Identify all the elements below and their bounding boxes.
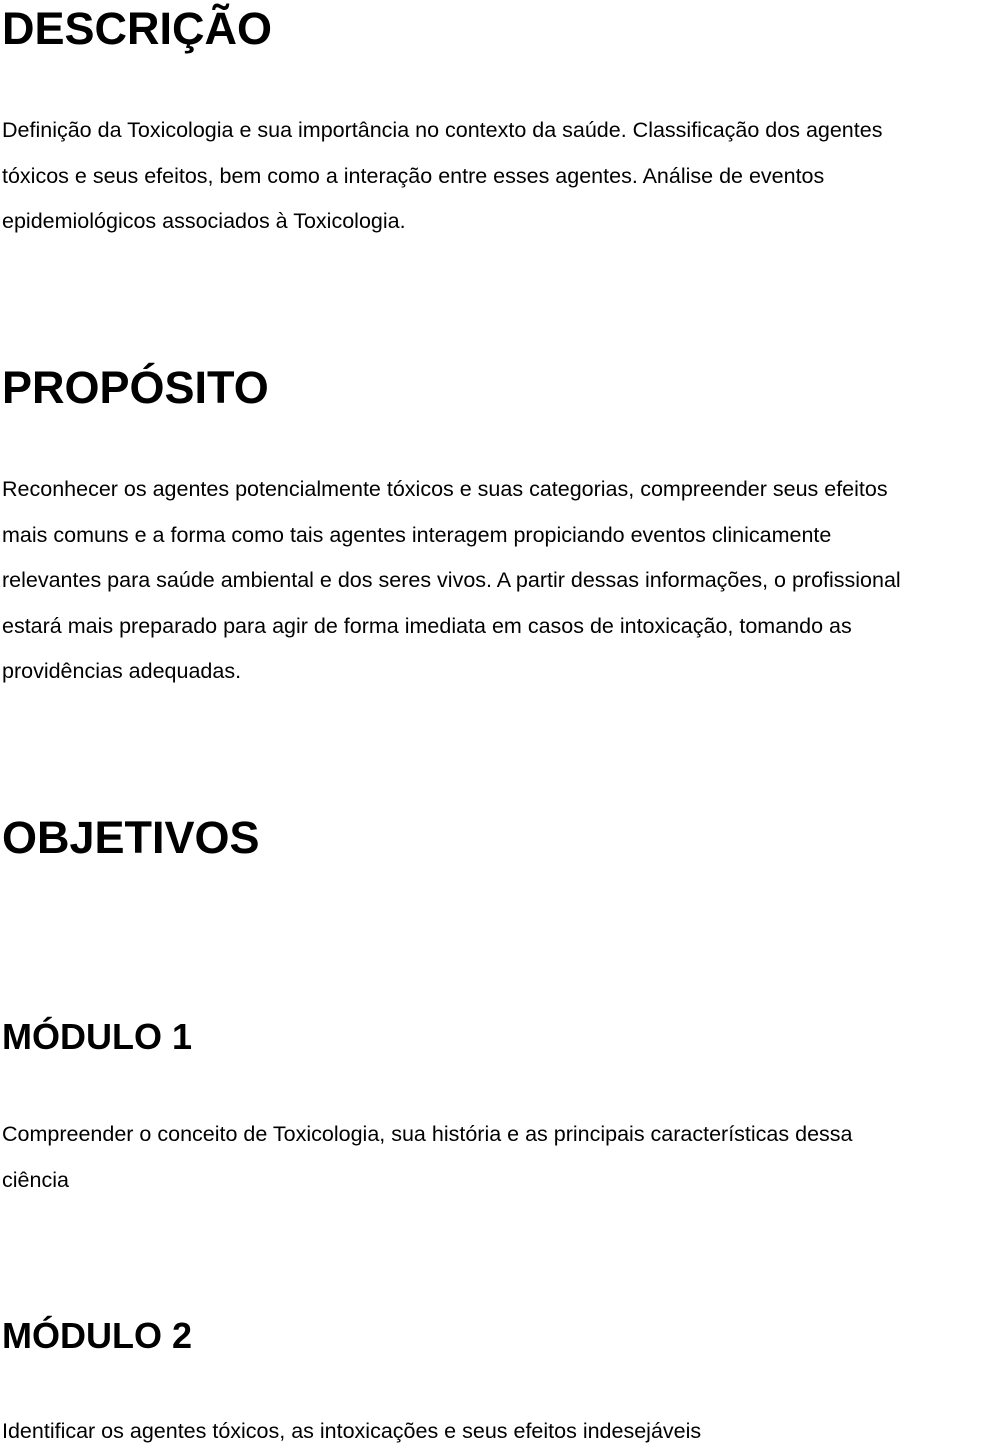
modulo-2-heading: MÓDULO 2 <box>2 1315 193 1356</box>
modulo-1-heading: MÓDULO 1 <box>2 1016 193 1057</box>
descricao-heading: DESCRIÇÃO <box>2 3 273 54</box>
modulo-1-line: Compreender o conceito de Toxicologia, sua história e as principais características dessa <box>2 1122 853 1146</box>
proposito-line: mais comuns e a forma como tais agentes interagem propiciando eventos clinicamente <box>2 522 832 547</box>
descricao-line: epidemiológicos associados à Toxicologia. <box>2 209 406 233</box>
objetivos-heading: OBJETIVOS <box>2 812 260 863</box>
proposito-paragraph <box>2 467 901 695</box>
descricao-line: Definição da Toxicologia e sua importância no contexto da saúde. Classificação dos agentes <box>2 118 883 142</box>
proposito-line: Reconhecer os agentes potencialmente tóxicos e suas categorias, compreender seus efeitos <box>2 477 888 501</box>
descricao-paragraph <box>2 108 882 245</box>
proposito-line: estará mais preparado para agir de forma imediata em casos de intoxicação, tomando as <box>2 613 852 638</box>
modulo-2-paragraph <box>2 1409 701 1455</box>
proposito-heading: PROPÓSITO <box>2 362 269 413</box>
proposito-line: providências adequadas. <box>2 659 242 683</box>
modulo-1-paragraph <box>2 1112 853 1203</box>
descricao-line: tóxicos e seus efeitos, bem como a interação entre esses agentes. Análise de eventos <box>2 163 825 188</box>
modulo-1-line: ciência <box>2 1167 69 1192</box>
proposito-line: relevantes para saúde ambiental e dos seres vivos. A partir dessas informações, o profissional <box>2 568 901 592</box>
modulo-2-line: Identificar os agentes tóxicos, as intoxicações e seus efeitos indesejáveis <box>2 1419 702 1443</box>
